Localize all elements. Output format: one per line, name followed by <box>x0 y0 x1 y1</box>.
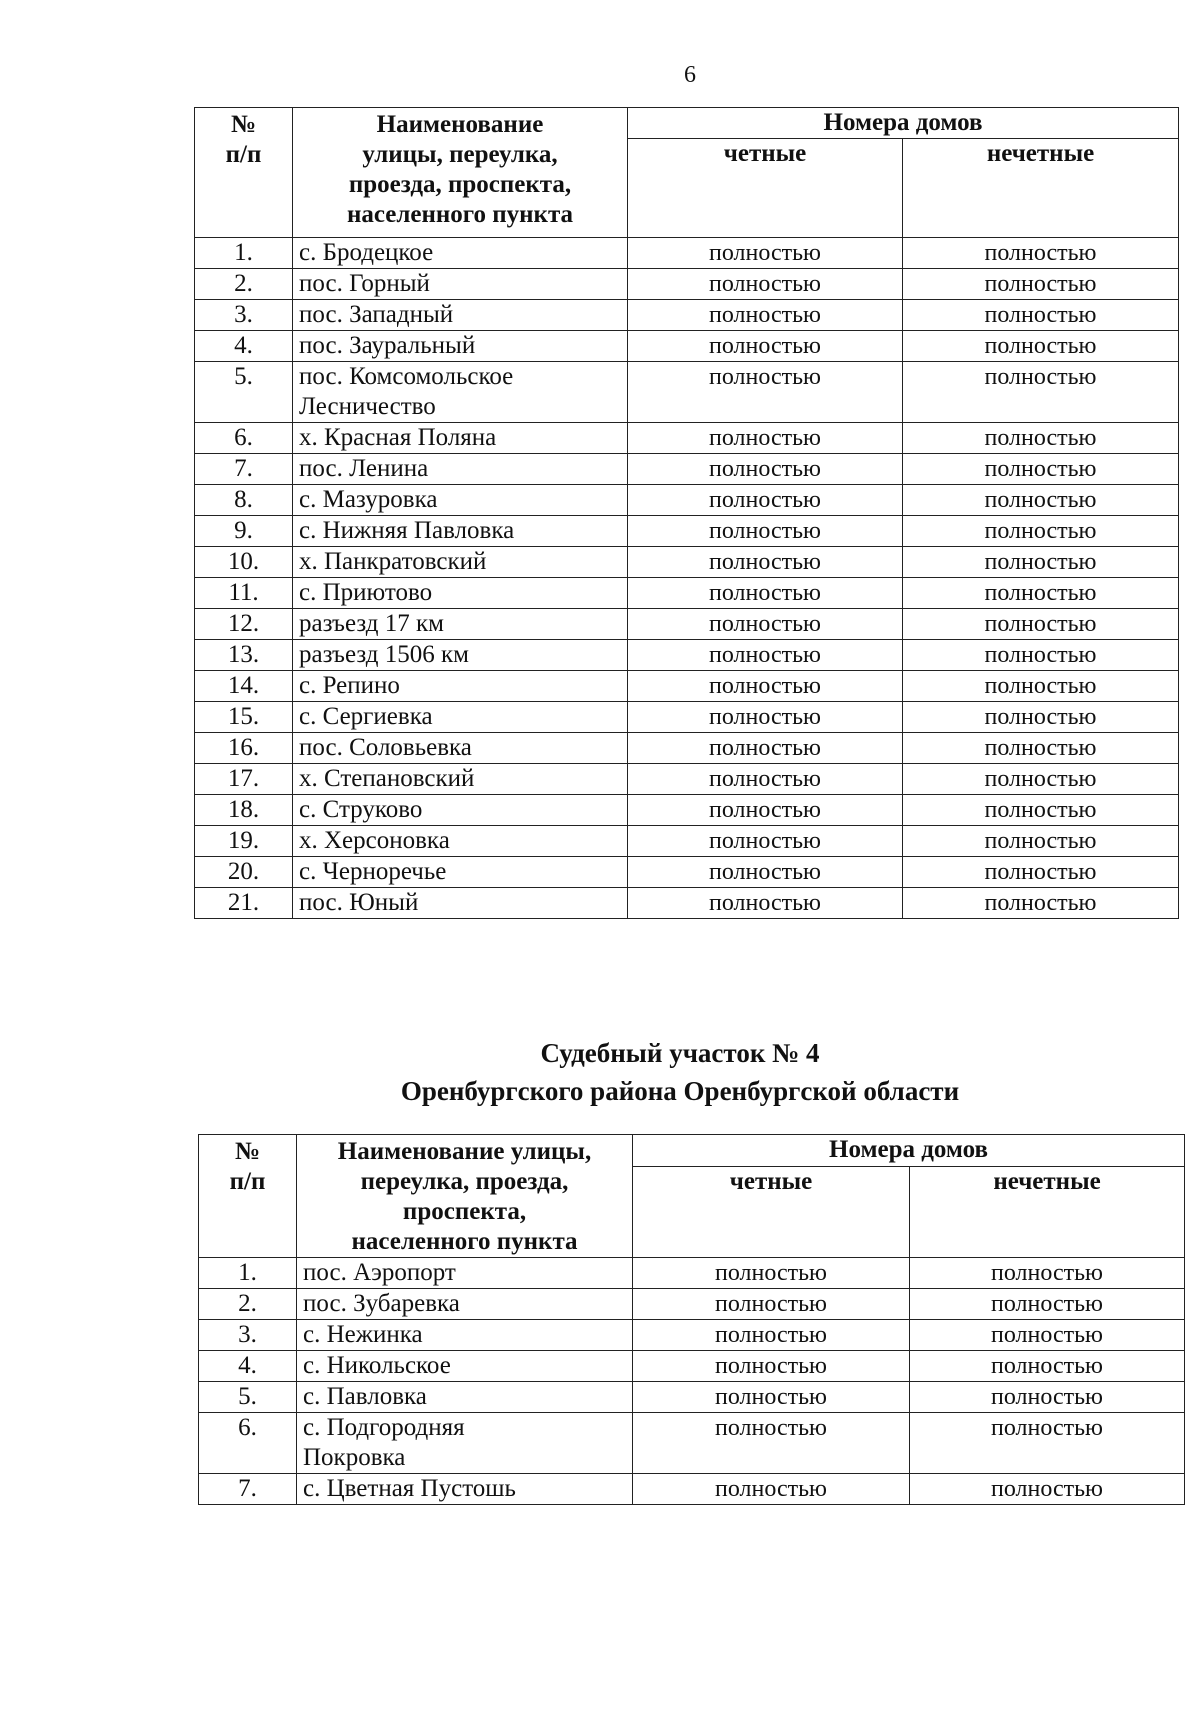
row-odd: полностью <box>910 1289 1185 1320</box>
row-number: 6. <box>199 1413 297 1474</box>
row-name: с. Бродецкое <box>293 238 628 269</box>
row-even: полностью <box>633 1258 910 1289</box>
table-row <box>195 702 1179 733</box>
row-even: полностью <box>628 331 903 362</box>
row-odd: полностью <box>903 826 1179 857</box>
header-odd: нечетные <box>910 1167 1185 1258</box>
table-1-body <box>195 238 1179 919</box>
row-name: с. Нежинка <box>297 1320 633 1351</box>
table-row <box>195 671 1179 702</box>
row-even: полностью <box>628 578 903 609</box>
section-title-line-2: Оренбургского района Оренбургской области <box>400 1076 960 1106</box>
row-number: 12. <box>195 609 293 640</box>
row-name: разъезд 1506 км <box>293 640 628 671</box>
header-house-numbers: Номера домов <box>628 108 1179 139</box>
header-name: Наименование улицы, переулка, проезда, проспекта, населенного пункта <box>297 1135 633 1258</box>
row-even: полностью <box>628 764 903 795</box>
row-name: пос. Западный <box>293 300 628 331</box>
row-number: 7. <box>195 454 293 485</box>
row-number: 2. <box>199 1289 297 1320</box>
table-row <box>195 331 1179 362</box>
row-number: 13. <box>195 640 293 671</box>
row-number: 5. <box>195 362 293 423</box>
table-2-body <box>199 1258 1185 1505</box>
table-row <box>195 454 1179 485</box>
row-number: 14. <box>195 671 293 702</box>
row-odd: полностью <box>903 578 1179 609</box>
row-odd: полностью <box>903 795 1179 826</box>
header-even: четные <box>633 1167 910 1258</box>
row-odd: полностью <box>903 269 1179 300</box>
table-row <box>195 795 1179 826</box>
row-odd: полностью <box>903 423 1179 454</box>
row-number: 4. <box>199 1351 297 1382</box>
row-number: 3. <box>195 300 293 331</box>
row-odd: полностью <box>903 362 1179 423</box>
table-row <box>195 764 1179 795</box>
row-odd: полностью <box>903 857 1179 888</box>
row-number: 16. <box>195 733 293 764</box>
row-name: пос. Зубаревка <box>297 1289 633 1320</box>
row-odd: полностью <box>903 609 1179 640</box>
row-odd: полностью <box>910 1351 1185 1382</box>
section-title <box>180 1034 1180 1110</box>
row-even: полностью <box>628 733 903 764</box>
court-district-table-1 <box>194 107 1179 919</box>
row-number: 15. <box>195 702 293 733</box>
row-number: 1. <box>199 1258 297 1289</box>
row-even: полностью <box>628 640 903 671</box>
row-even: полностью <box>633 1289 910 1320</box>
row-number: 1. <box>195 238 293 269</box>
table-row <box>195 826 1179 857</box>
row-even: полностью <box>628 423 903 454</box>
row-name: с. Мазуровка <box>293 485 628 516</box>
table-row <box>199 1474 1185 1505</box>
row-number: 5. <box>199 1382 297 1413</box>
row-number: 8. <box>195 485 293 516</box>
row-number: 10. <box>195 547 293 578</box>
row-even: полностью <box>633 1413 910 1474</box>
row-number: 19. <box>195 826 293 857</box>
row-odd: полностью <box>903 671 1179 702</box>
row-name: пос. Ленина <box>293 454 628 485</box>
row-name: с. Подгородняя Покровка <box>297 1413 633 1474</box>
row-odd: полностью <box>910 1382 1185 1413</box>
row-name: х. Степановский <box>293 764 628 795</box>
row-even: полностью <box>633 1474 910 1505</box>
table-row <box>195 888 1179 919</box>
row-name: с. Приютово <box>293 578 628 609</box>
row-number: 18. <box>195 795 293 826</box>
row-odd: полностью <box>903 764 1179 795</box>
row-odd: полностью <box>910 1258 1185 1289</box>
row-number: 6. <box>195 423 293 454</box>
table-row <box>199 1413 1185 1474</box>
table-row <box>195 733 1179 764</box>
row-name: пос. Соловьевка <box>293 733 628 764</box>
row-number: 7. <box>199 1474 297 1505</box>
row-even: полностью <box>628 516 903 547</box>
row-odd: полностью <box>903 331 1179 362</box>
row-name: с. Цветная Пустошь <box>297 1474 633 1505</box>
row-odd: полностью <box>903 454 1179 485</box>
row-number: 21. <box>195 888 293 919</box>
row-even: полностью <box>628 485 903 516</box>
row-number: 4. <box>195 331 293 362</box>
header-number: № п/п <box>199 1135 297 1258</box>
row-even: полностью <box>628 454 903 485</box>
row-even: полностью <box>628 826 903 857</box>
table-row <box>195 516 1179 547</box>
row-name: пос. Юный <box>293 888 628 919</box>
row-name: с. Струково <box>293 795 628 826</box>
table-row <box>195 362 1179 423</box>
row-even: полностью <box>633 1382 910 1413</box>
table-row <box>195 857 1179 888</box>
row-number: 9. <box>195 516 293 547</box>
row-number: 20. <box>195 857 293 888</box>
row-number: 17. <box>195 764 293 795</box>
table-row <box>195 547 1179 578</box>
row-name: с. Репино <box>293 671 628 702</box>
row-even: полностью <box>628 857 903 888</box>
table-row <box>195 238 1179 269</box>
row-odd: полностью <box>903 300 1179 331</box>
row-even: полностью <box>628 795 903 826</box>
row-number: 3. <box>199 1320 297 1351</box>
row-even: полностью <box>628 609 903 640</box>
row-name: пос. Зауральный <box>293 331 628 362</box>
page-number: 6 <box>684 62 696 88</box>
row-even: полностью <box>628 362 903 423</box>
row-odd: полностью <box>910 1474 1185 1505</box>
row-name: х. Красная Поляна <box>293 423 628 454</box>
table-row <box>195 640 1179 671</box>
table-row <box>199 1382 1185 1413</box>
table-row <box>195 578 1179 609</box>
table-row <box>195 485 1179 516</box>
row-number: 2. <box>195 269 293 300</box>
row-even: полностью <box>628 671 903 702</box>
table-row <box>199 1289 1185 1320</box>
row-odd: полностью <box>910 1320 1185 1351</box>
header-house-numbers: Номера домов <box>633 1135 1185 1167</box>
row-name: с. Черноречье <box>293 857 628 888</box>
row-name: с. Никольское <box>297 1351 633 1382</box>
table-row <box>195 423 1179 454</box>
table-row <box>195 269 1179 300</box>
row-name: с. Нижняя Павловка <box>293 516 628 547</box>
header-number: № п/п <box>195 108 293 238</box>
row-name: с. Сергиевка <box>293 702 628 733</box>
row-even: полностью <box>628 888 903 919</box>
row-name: разъезд 17 км <box>293 609 628 640</box>
row-even: полностью <box>633 1320 910 1351</box>
header-even: четные <box>628 139 903 238</box>
header-name: Наименование улицы, переулка, проезда, проспекта, населенного пункта <box>293 108 628 238</box>
row-number: 11. <box>195 578 293 609</box>
row-name: х. Панкратовский <box>293 547 628 578</box>
row-odd: полностью <box>903 485 1179 516</box>
row-even: полностью <box>628 702 903 733</box>
row-odd: полностью <box>903 516 1179 547</box>
section-title-line-1: Судебный участок № 4 <box>540 1038 820 1068</box>
table-row <box>199 1320 1185 1351</box>
header-odd: нечетные <box>903 139 1179 238</box>
row-odd: полностью <box>903 733 1179 764</box>
row-name: пос. Комсомольское Лесничество <box>293 362 628 423</box>
row-even: полностью <box>628 238 903 269</box>
row-name: с. Павловка <box>297 1382 633 1413</box>
row-odd: полностью <box>903 547 1179 578</box>
row-name: х. Херсоновка <box>293 826 628 857</box>
row-odd: полностью <box>910 1413 1185 1474</box>
table-row <box>195 300 1179 331</box>
row-even: полностью <box>633 1351 910 1382</box>
row-odd: полностью <box>903 238 1179 269</box>
row-even: полностью <box>628 300 903 331</box>
court-district-table-4 <box>198 1134 1185 1505</box>
row-name: пос. Горный <box>293 269 628 300</box>
table-row <box>195 609 1179 640</box>
row-odd: полностью <box>903 702 1179 733</box>
row-even: полностью <box>628 269 903 300</box>
table-row <box>199 1258 1185 1289</box>
table-row <box>199 1351 1185 1382</box>
row-even: полностью <box>628 547 903 578</box>
row-odd: полностью <box>903 888 1179 919</box>
row-odd: полностью <box>903 640 1179 671</box>
row-name: пос. Аэропорт <box>297 1258 633 1289</box>
